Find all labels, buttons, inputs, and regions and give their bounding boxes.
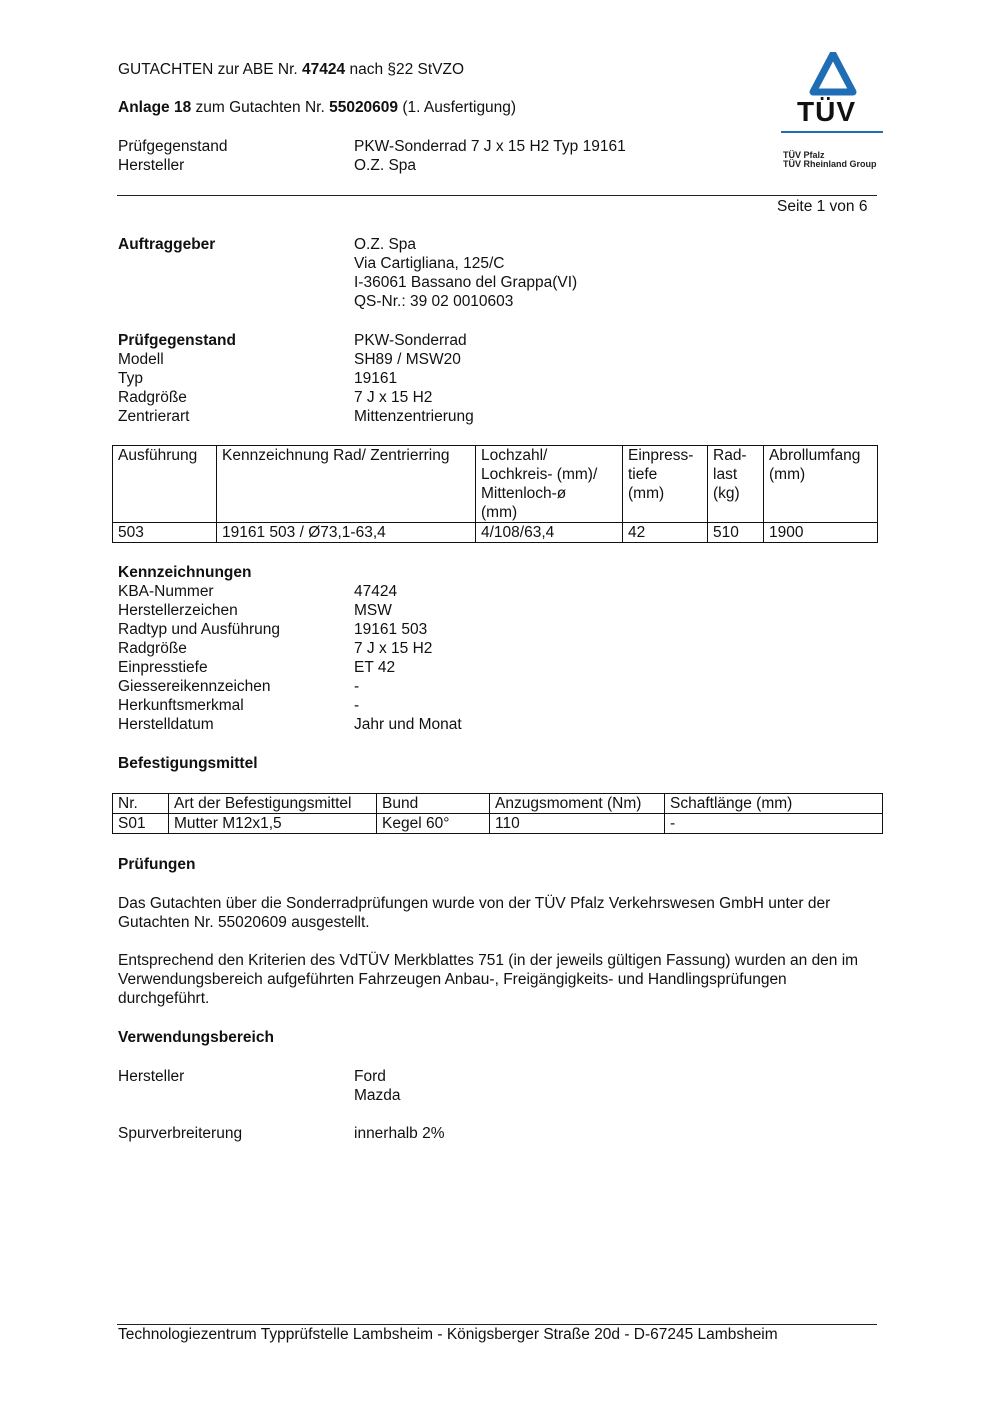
kennz-label: Radgröße <box>118 640 187 657</box>
typ-value: 19161 <box>354 370 398 387</box>
kennz-value: Jahr und Monat <box>354 716 462 733</box>
verwendung-hersteller: Ford <box>354 1068 386 1085</box>
table-header-cell: Nr. <box>113 794 169 814</box>
radgroesse-value: 7 J x 15 H2 <box>354 389 433 406</box>
kennz-label: Giessereikennzeichen <box>118 678 271 695</box>
table-header-row <box>113 446 878 523</box>
table-header-cell: Schaftlänge (mm) <box>665 794 883 814</box>
table-cell: Kegel 60° <box>377 814 490 834</box>
spur-label: Spurverbreiterung <box>118 1125 243 1142</box>
auftraggeber-label: Auftraggeber <box>118 236 216 253</box>
kennz-label: KBA-Nummer <box>118 583 214 600</box>
header-anlage <box>118 98 516 117</box>
kennz-label: Herstelldatum <box>118 716 214 733</box>
kennz-value: ET 42 <box>354 659 396 676</box>
table-cell: 110 <box>490 814 665 834</box>
pruefungen-paragraph-1: Das Gutachten über die Sonderradprüfungen wurde von der TÜV Pfalz Verkehrswesen GmbH unter der Gutachten Nr. 55020609 ausgestellt. <box>118 895 831 931</box>
auftraggeber-line: QS-Nr.: 39 02 0010603 <box>354 293 514 310</box>
header-divider <box>117 195 877 196</box>
kennz-label: Herkunftsmerkmal <box>118 697 244 714</box>
table-cell: S01 <box>113 814 169 834</box>
kennz-value: 47424 <box>354 583 398 600</box>
radgroesse-label: Radgröße <box>118 389 187 406</box>
header-title-suffix: nach §22 StVZO <box>345 61 465 78</box>
anlage-label: Anlage 18 <box>118 99 192 116</box>
table-cell: 4/108/63,4 <box>476 523 623 543</box>
kennz-value: - <box>354 678 360 695</box>
auftraggeber-line: I-36061 Bassano del Grappa(VI) <box>354 274 578 291</box>
table-cell: Mutter M12x1,5 <box>169 814 377 834</box>
table-header-cell: Abrollumfang (mm) <box>764 446 878 523</box>
verwendung-title: Verwendungsbereich <box>118 1029 274 1046</box>
table-header-cell: Lochzahl/ Lochkreis- (mm)/ Mittenloch-ø (mm) <box>476 446 623 523</box>
kennz-label: Herstellerzeichen <box>118 602 238 619</box>
footer-text: Technologiezentrum Typprüfstelle Lambsheim - Königsberger Straße 20d - D-67245 Lambsheim <box>118 1326 778 1343</box>
kennz-label: Einpresstiefe <box>118 659 208 676</box>
table-cell: 503 <box>113 523 217 543</box>
table-header-cell: Anzugsmoment (Nm) <box>490 794 665 814</box>
table-header-cell: Ausführung <box>113 446 217 523</box>
table-cell: 19161 503 / Ø73,1-63,4 <box>217 523 476 543</box>
table-cell: 42 <box>623 523 708 543</box>
table-header-row <box>113 794 883 814</box>
pruefungen-paragraph-2: Entsprechend den Kriterien des VdTÜV Merkblattes 751 (in der jeweils gültigen Fassung) wurden an den im Verwendungsbereich aufgeführten Fahrzeugen Anbau-, Freigängigkeits- und Handlingsprüfungen durchgeführt. <box>118 952 859 1007</box>
verwendung-hersteller-label: Hersteller <box>118 1068 185 1085</box>
kennz-value: 7 J x 15 H2 <box>354 640 433 657</box>
table-header-cell: Einpress- tiefe (mm) <box>623 446 708 523</box>
logo-sub2: TÜV Rheinland Group <box>783 159 877 169</box>
header-pruef-value: PKW-Sonderrad 7 J x 15 H2 Typ 19161 <box>354 138 626 155</box>
zentrierart-label: Zentrierart <box>118 408 190 425</box>
header-title-prefix: GUTACHTEN zur ABE Nr. <box>118 61 303 78</box>
typ-label: Typ <box>118 370 143 387</box>
tuev-logo <box>743 52 915 172</box>
table-cell: 1900 <box>764 523 878 543</box>
table-header-cell: Art der Befestigungsmittel <box>169 794 377 814</box>
header-hersteller-value: O.Z. Spa <box>354 157 417 174</box>
table-row <box>113 523 878 543</box>
zentrierart-value: Mittenzentrierung <box>354 408 474 425</box>
kennz-value: - <box>354 697 360 714</box>
kennz-value: 19161 503 <box>354 621 428 638</box>
table-header-cell: Kennzeichnung Rad/ Zentrierring <box>217 446 476 523</box>
table-row <box>113 814 883 834</box>
rad-table <box>112 445 878 543</box>
befestigung-title: Befestigungsmittel <box>118 755 258 772</box>
gutachten-number: 55020609 <box>329 99 399 116</box>
modell-label: Modell <box>118 351 164 368</box>
auftraggeber-line: Via Cartigliana, 125/C <box>354 255 505 272</box>
table-header-cell: Rad- last (kg) <box>708 446 764 523</box>
kennz-value: MSW <box>354 602 392 619</box>
spur-value: innerhalb 2% <box>354 1125 445 1142</box>
header-hersteller-label: Hersteller <box>118 157 185 174</box>
auftraggeber-line: O.Z. Spa <box>354 236 417 253</box>
pruef-label: Prüfgegenstand <box>118 332 236 349</box>
pruef-value: PKW-Sonderrad <box>354 332 467 349</box>
logo-sub1: TÜV Pfalz <box>783 150 825 160</box>
abe-number: 47424 <box>302 61 346 78</box>
anlage-suffix: (1. Ausfertigung) <box>398 99 517 116</box>
header-title <box>118 60 464 79</box>
modell-value: SH89 / MSW20 <box>354 351 461 368</box>
table-header-cell: Bund <box>377 794 490 814</box>
table-cell: - <box>665 814 883 834</box>
befestigung-table <box>112 793 883 834</box>
page-number: Seite 1 von 6 <box>777 198 868 215</box>
pruefungen-title: Prüfungen <box>118 856 196 873</box>
anlage-middle: zum Gutachten Nr. <box>191 99 330 116</box>
kennzeichnungen-title: Kennzeichnungen <box>118 564 252 581</box>
kennz-label: Radtyp und Ausführung <box>118 621 281 638</box>
verwendung-hersteller: Mazda <box>354 1087 401 1104</box>
logo-text: TÜV <box>797 96 856 127</box>
table-cell: 510 <box>708 523 764 543</box>
header-pruef-label: Prüfgegenstand <box>118 138 228 155</box>
